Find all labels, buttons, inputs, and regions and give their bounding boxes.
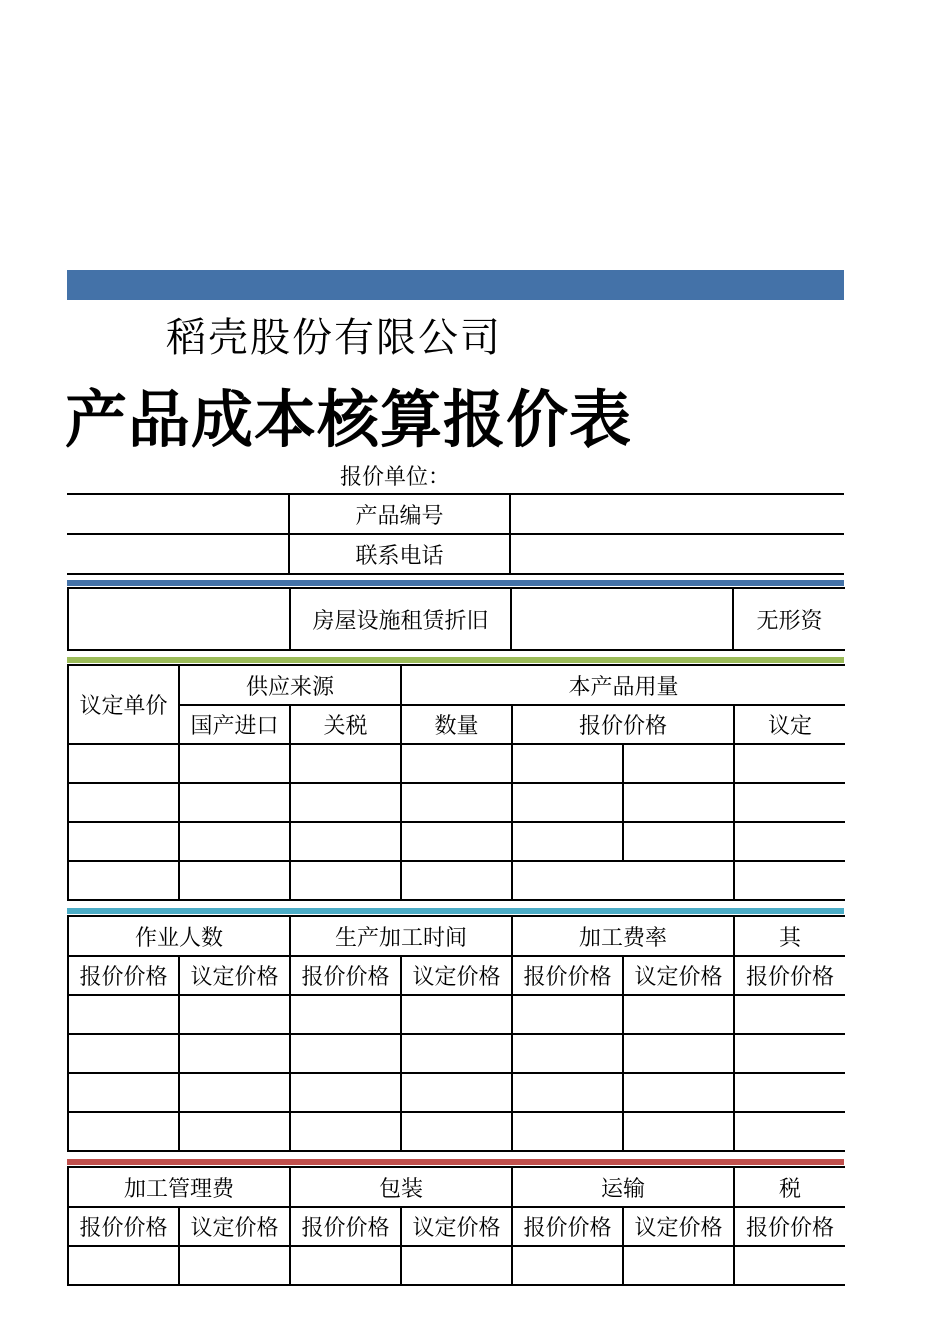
table-cell[interactable]	[623, 783, 734, 822]
table-cell[interactable]	[68, 783, 179, 822]
table-cell[interactable]	[290, 861, 401, 900]
table-cell[interactable]	[512, 861, 734, 900]
transport-header: 运输	[512, 1167, 734, 1207]
table-cell[interactable]	[290, 1112, 401, 1151]
table-cell[interactable]	[623, 1034, 734, 1073]
intangible-assets-label: 无形资	[733, 588, 845, 650]
table-cell[interactable]	[68, 995, 179, 1034]
table-cell[interactable]	[512, 995, 623, 1034]
table-cell[interactable]	[401, 822, 512, 861]
quote-price-header: 报价价格	[512, 956, 623, 995]
table-cell[interactable]	[734, 1246, 845, 1285]
other-header: 其	[734, 916, 845, 956]
table-cell[interactable]	[179, 783, 290, 822]
quote-price-header: 报价价格	[68, 956, 179, 995]
quote-price-header: 报价价格	[68, 1207, 179, 1246]
table-cell[interactable]	[512, 822, 623, 861]
table-cell[interactable]	[179, 744, 290, 783]
table-cell[interactable]	[179, 995, 290, 1034]
quote-price-header: 报价价格	[290, 1207, 401, 1246]
page-title: 产品成本核算报价表	[65, 383, 633, 456]
agreed-price-header: 议定价格	[623, 956, 734, 995]
quote-price-header: 报价价格	[512, 705, 734, 744]
assets-cell-blank[interactable]	[68, 588, 290, 650]
info-cell-blank[interactable]	[67, 494, 289, 534]
table-cell[interactable]	[512, 783, 623, 822]
table-cell[interactable]	[290, 1073, 401, 1112]
table-cell[interactable]	[179, 1112, 290, 1151]
divider-red	[67, 1159, 844, 1165]
table-cell[interactable]	[401, 783, 512, 822]
table-cell[interactable]	[290, 822, 401, 861]
table-cell[interactable]	[734, 822, 845, 861]
table-cell[interactable]	[179, 822, 290, 861]
tariff-header: 关税	[290, 705, 401, 744]
agreed-price-header: 议定价格	[179, 1207, 290, 1246]
table-cell[interactable]	[179, 1246, 290, 1285]
processing-rate-header: 加工费率	[512, 916, 734, 956]
table-cell[interactable]	[623, 1246, 734, 1285]
production-time-header: 生产加工时间	[290, 916, 512, 956]
workers-header: 作业人数	[68, 916, 290, 956]
table-cell[interactable]	[401, 995, 512, 1034]
table-cell[interactable]	[623, 822, 734, 861]
table-cell[interactable]	[68, 822, 179, 861]
table-cell[interactable]	[512, 744, 623, 783]
table-cell[interactable]	[734, 995, 845, 1034]
table-cell[interactable]	[290, 744, 401, 783]
table-cell[interactable]	[401, 1246, 512, 1285]
labor-table	[67, 915, 845, 1152]
table-cell[interactable]	[401, 1034, 512, 1073]
table-cell[interactable]	[290, 995, 401, 1034]
table-cell[interactable]	[179, 1034, 290, 1073]
table-cell[interactable]	[512, 1112, 623, 1151]
agreed-price-header: 议定价格	[401, 956, 512, 995]
overhead-table	[67, 1166, 845, 1286]
rent-depreciation-value[interactable]	[511, 588, 733, 650]
quote-price-header: 报价价格	[734, 956, 845, 995]
phone-label: 联系电话	[289, 534, 510, 574]
table-cell[interactable]	[179, 861, 290, 900]
table-cell[interactable]	[623, 995, 734, 1034]
table-cell[interactable]	[68, 1112, 179, 1151]
quote-unit-label: 报价单位：	[340, 465, 451, 490]
quote-price-header: 报价价格	[290, 956, 401, 995]
table-cell[interactable]	[401, 1073, 512, 1112]
table-cell[interactable]	[179, 1073, 290, 1112]
table-cell[interactable]	[734, 1073, 845, 1112]
info-cell-blank[interactable]	[67, 534, 289, 574]
supply-source-header: 供应来源	[179, 665, 401, 705]
product-code-label: 产品编号	[289, 494, 510, 534]
table-cell[interactable]	[623, 1112, 734, 1151]
table-cell[interactable]	[512, 1034, 623, 1073]
info-table	[67, 493, 844, 575]
table-cell[interactable]	[623, 744, 734, 783]
divider-cyan	[67, 908, 844, 914]
table-cell[interactable]	[290, 783, 401, 822]
table-cell[interactable]	[68, 1034, 179, 1073]
table-cell[interactable]	[734, 783, 845, 822]
header-bar	[67, 270, 844, 300]
table-cell[interactable]	[68, 1073, 179, 1112]
table-cell[interactable]	[623, 1073, 734, 1112]
domestic-import-header: 国产进口	[179, 705, 290, 744]
tax-header: 税	[734, 1167, 845, 1207]
table-cell[interactable]	[290, 1246, 401, 1285]
product-usage-header: 本产品用量	[401, 665, 845, 705]
table-cell[interactable]	[290, 1034, 401, 1073]
table-cell[interactable]	[68, 744, 179, 783]
table-cell[interactable]	[734, 744, 845, 783]
quantity-header: 数量	[401, 705, 512, 744]
divider-blue	[67, 580, 844, 586]
table-cell[interactable]	[512, 1073, 623, 1112]
materials-table	[67, 664, 845, 901]
table-cell[interactable]	[512, 1246, 623, 1285]
management-fee-header: 加工管理费	[68, 1167, 290, 1207]
phone-value[interactable]	[510, 534, 844, 574]
table-cell[interactable]	[734, 1112, 845, 1151]
table-cell[interactable]	[68, 1246, 179, 1285]
quote-price-header: 报价价格	[734, 1207, 845, 1246]
table-cell[interactable]	[401, 744, 512, 783]
packaging-header: 包装	[290, 1167, 512, 1207]
agreed-price-header: 议定价格	[401, 1207, 512, 1246]
table-cell[interactable]	[401, 1112, 512, 1151]
agreed-price-header: 议定价格	[623, 1207, 734, 1246]
product-code-value[interactable]	[510, 494, 844, 534]
agreed-price-header: 议定价格	[179, 956, 290, 995]
table-cell[interactable]	[68, 861, 179, 900]
table-cell[interactable]	[734, 1034, 845, 1073]
agreed-header: 议定	[734, 705, 845, 744]
table-cell[interactable]	[734, 861, 845, 900]
rent-depreciation-label: 房屋设施租赁折旧	[290, 588, 511, 650]
table-cell[interactable]	[401, 861, 512, 900]
company-name: 稻壳股份有限公司	[166, 315, 502, 361]
divider-green	[67, 657, 844, 663]
assets-table	[67, 587, 845, 651]
quote-price-header: 报价价格	[512, 1207, 623, 1246]
agreed-unit-price-header: 议定单价	[68, 665, 179, 744]
